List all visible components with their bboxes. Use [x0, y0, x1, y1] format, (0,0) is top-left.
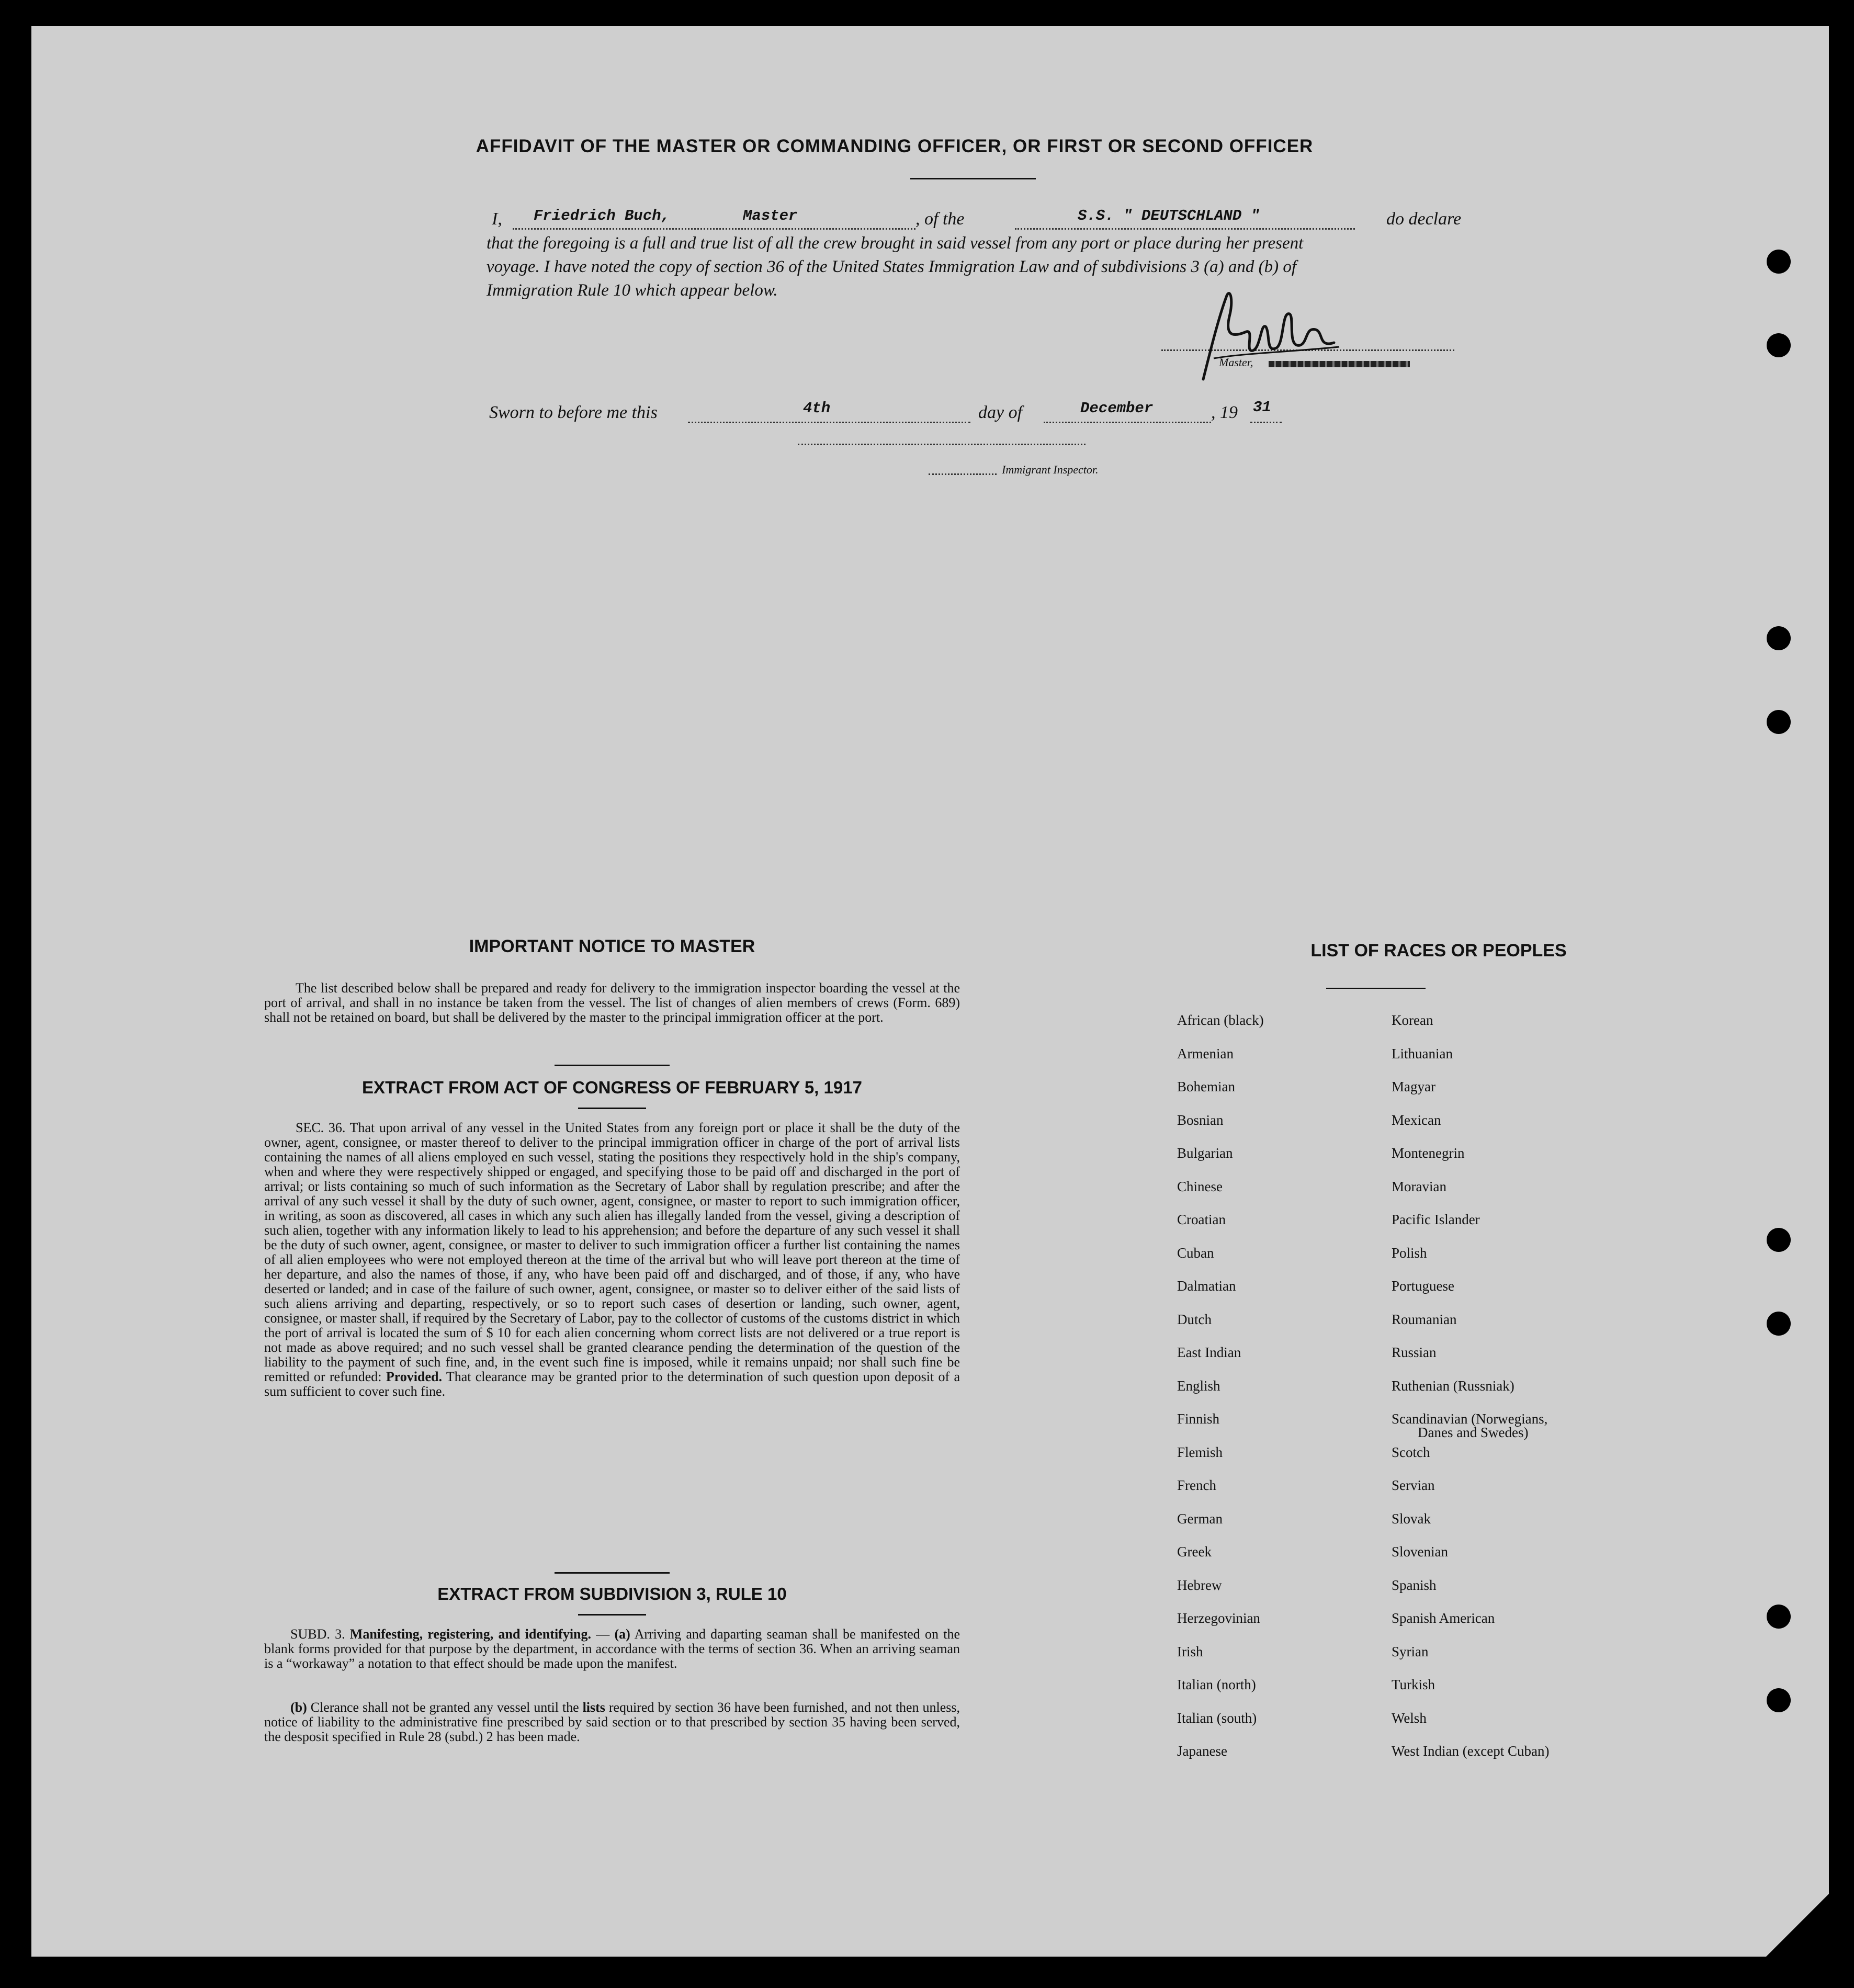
binder-hole: [1767, 1228, 1791, 1252]
title-divider: [910, 178, 1036, 179]
act-title-divider: [578, 1108, 646, 1109]
rule-title-divider: [578, 1614, 646, 1616]
notice-divider: [555, 1065, 670, 1066]
declaration-line-1: [492, 209, 1486, 235]
race-item: Welsh: [1392, 1710, 1427, 1726]
race-item: Turkish: [1392, 1677, 1435, 1692]
race-item: Herzegovinian: [1177, 1610, 1260, 1626]
inspector-short-line: [929, 473, 997, 475]
binder-hole: [1767, 1312, 1791, 1336]
handwritten-signature: [1182, 285, 1360, 390]
act-text-after: That clearance may be granted prior to the determination of such question upon deposit of a sum sufficient to cover such fine.: [264, 1369, 960, 1399]
year-blank: [1250, 422, 1282, 423]
rule-title: EXTRACT FROM SUBDIVISION 3, RULE 10: [437, 1584, 787, 1603]
declaration-line-4: Immigration Rule 10 which appear below.: [487, 281, 778, 300]
race-item: Polish: [1392, 1245, 1427, 1261]
races-divider: [1326, 988, 1426, 989]
race-item: Portuguese: [1392, 1278, 1454, 1294]
vessel-name: S.S. " DEUTSCHLAND ": [1078, 207, 1260, 224]
binder-hole: [1767, 1688, 1791, 1712]
inspector-label: Immigrant Inspector.: [1002, 463, 1099, 476]
race-item: Slovak: [1392, 1510, 1431, 1527]
sworn-label: Sworn to before me this: [489, 403, 658, 422]
a-text: Arriving and daparting seaman shall be manifested on the blank forms provided for that purpose by the department, in accordance with the terms of section 36. When an arriving seaman is a “workaway” a notation to that effect should be made upon the manifest.: [264, 1626, 960, 1671]
race-item: West Indian (except Cuban): [1392, 1743, 1550, 1759]
race-item: German: [1177, 1510, 1223, 1527]
act-divider: [555, 1572, 670, 1574]
race-item: Lithuanian: [1392, 1045, 1453, 1061]
act-section-36-text: [264, 1121, 960, 1399]
sworn-day: 4th: [803, 400, 831, 417]
race-item: Hebrew: [1177, 1577, 1222, 1593]
day-of-label: day of: [978, 403, 1023, 422]
act-title: EXTRACT FROM ACT OF CONGRESS OF FEBRUARY 5, 1917: [362, 1078, 862, 1097]
year-prefix: , 19: [1211, 403, 1238, 422]
race-item: Scotch: [1392, 1444, 1430, 1460]
rule-subd-b-text: [264, 1700, 960, 1744]
do-declare-label: do declare: [1386, 209, 1462, 229]
rule-dash: —: [591, 1626, 615, 1642]
day-blank: [688, 422, 970, 423]
race-item: Cuban: [1177, 1245, 1214, 1261]
race-item: Montenegrin: [1392, 1145, 1465, 1161]
race-item: Magyar: [1392, 1079, 1435, 1094]
notice-text: The list described below shall be prepared and ready for delivery to the immigration inspector boarding the vessel at the port of arrival, and shall in no instance be taken from the vessel. The list of changes of alien members of crews (Form. 689) shall not be retained on board, but shall be delivered by the master to the principal immigration officer at the port.: [264, 980, 960, 1025]
sworn-month: December: [1080, 400, 1154, 417]
race-item: Bosnian: [1177, 1112, 1224, 1128]
race-item: [1392, 1411, 1664, 1444]
notice-title: IMPORTANT NOTICE TO MASTER: [469, 936, 755, 956]
vessel-blank: [1015, 228, 1355, 230]
b-lists: lists: [582, 1700, 605, 1715]
race-item: Armenian: [1177, 1045, 1234, 1061]
race-item: Finnish: [1177, 1411, 1220, 1427]
binder-hole: [1767, 1605, 1791, 1629]
race-item: African (black): [1177, 1012, 1264, 1028]
races-title: LIST OF RACES OR PEOPLES: [1310, 941, 1567, 961]
binder-hole: [1767, 333, 1791, 357]
race-item: Pacific Islander: [1392, 1212, 1480, 1227]
race-item: Flemish: [1177, 1444, 1223, 1460]
b-label: (b): [290, 1700, 307, 1715]
race-item: Servian: [1392, 1477, 1435, 1493]
binder-hole: [1767, 710, 1791, 734]
race-item-continuation: Danes and Swedes): [1418, 1425, 1529, 1440]
race-item: Bohemian: [1177, 1079, 1235, 1094]
master-label: Master,: [1219, 356, 1253, 369]
race-item-label: Scandinavian (Norwegians,: [1392, 1411, 1548, 1427]
race-item: Dalmatian: [1177, 1278, 1236, 1294]
act-text-before: SEC. 36. That upon arrival of any vessel in the United States from any foreign port or place it shall be the duty of the owner, agent, consignee, or master thereof to deliver to the principal immigration officer in charge of the port of arrival lists containing the names of all aliens employed en such vessel, stating the positions they respectively hold in the ship's company, when and where they were respectively shipped or engaged, and specifying those to be paid off and discharged in the port of arrival; or lists containing so much of such information as the Secretary of Labor shall by regulation prescribe; and after the arrival of any such vessel it shall by the duty of such owner, agent, consignee, or master to report to such immigration officer, in writing, as soon as discovered, all cases in which any such alien has illegally landed from the vessel, giving a description of such alien, together with any information likely to lead to his apprehension; and before the departure of any such vessel it shall be the duty of such owner, agent, consignee, or master to deliver to such immigration officer a further list containing the names of all alien employees who were not employed thereon at the time of the arrival but who will leave port thereon at the time of her departure, and also the names of those, if any, who have been paid off and discharged, and of those, if any, who have deserted or landed; and in case of the failure of such owner, agent, consignee, or master so to deliver either of the said lists of such aliens arriving and departing, respectively, or so to report such cases of desertion or landing, such owner, agent, consignee, or master shall, if required by the Secretary of Labor, pay to the collector of customs of the customs district in which the port of arrival is located the sum of $ 10 for each alien concerning whom correct lists are not delivered or a true report is not made as above required; and no such vessel shall be granted clearance pending the determination of the question of the liability to the payment of such fine, and, in the event such fine is imposed, while it remains unpaid; nor shall such fine be remitted or refunded:: [264, 1120, 960, 1384]
race-item: Korean: [1392, 1012, 1433, 1028]
races-column-1: [1177, 1012, 1376, 1777]
race-item: Syrian: [1392, 1643, 1429, 1659]
struck-out-title: [1269, 361, 1410, 367]
race-item: French: [1177, 1477, 1216, 1493]
race-item: Italian (north): [1177, 1677, 1256, 1692]
race-item: Russian: [1392, 1345, 1437, 1360]
master-name: Friedrich Buch,: [534, 207, 671, 224]
race-item: English: [1177, 1377, 1220, 1394]
declaration-line-2: that the foregoing is a full and true list of all the crew brought in said vessel from any port or place during her present: [487, 234, 1304, 253]
subd-label: SUBD. 3.: [290, 1626, 345, 1642]
race-item: Croatian: [1177, 1212, 1226, 1227]
race-item: Italian (south): [1177, 1710, 1257, 1726]
provided-label: Provided.: [386, 1369, 442, 1384]
binder-hole: [1767, 250, 1791, 274]
inspector-signature-line: [798, 444, 1086, 445]
races-column-2: [1392, 1012, 1664, 1777]
race-item: Ruthenian (Russniak): [1392, 1377, 1514, 1394]
of-the-label: , of the: [915, 209, 965, 229]
month-blank: [1044, 422, 1211, 423]
declaration-line-3: voyage. I have noted the copy of section 36 of the United States Immigration Law and of subdivisions 3 (a) and (b) of: [487, 257, 1297, 276]
document-page: [31, 26, 1829, 1957]
name-blank: [513, 228, 915, 230]
race-item: Irish: [1177, 1643, 1203, 1659]
race-item: Roumanian: [1392, 1311, 1457, 1327]
affidavit-title: AFFIDAVIT OF THE MASTER OR COMMANDING OFFICER, OR FIRST OR SECOND OFFICER: [476, 136, 1314, 156]
race-item: Greek: [1177, 1544, 1212, 1560]
sworn-line: [489, 399, 1378, 429]
rule-subd-a-text: [264, 1627, 960, 1671]
sworn-year: 31: [1253, 399, 1271, 416]
race-item: Mexican: [1392, 1112, 1441, 1128]
binder-hole: [1767, 626, 1791, 650]
race-item: East Indian: [1177, 1345, 1241, 1360]
race-item: Slovenian: [1392, 1544, 1448, 1560]
race-item: Spanish: [1392, 1577, 1437, 1593]
b-text-1: Clerance shall not be granted any vessel until the: [310, 1700, 579, 1715]
race-item: Moravian: [1392, 1178, 1446, 1194]
master-rank: Master: [743, 207, 798, 224]
race-item: Spanish American: [1392, 1610, 1495, 1626]
race-item: Chinese: [1177, 1178, 1223, 1194]
race-item: Japanese: [1177, 1743, 1227, 1759]
rule-heading: Manifesting, registering, and identifying.: [349, 1626, 592, 1642]
b-text-2: required by section 36 have been furnished, and not then unless, notice of liability to the administrative fine prescribed by said section or to that prescribed by section 35 having been served, the desposit specified in Rule 28 (subd.) 2 has been made.: [264, 1700, 960, 1744]
i-label: I,: [492, 209, 502, 229]
race-item: Dutch: [1177, 1311, 1212, 1327]
a-label: (a): [614, 1626, 630, 1642]
race-item: Bulgarian: [1177, 1145, 1233, 1161]
